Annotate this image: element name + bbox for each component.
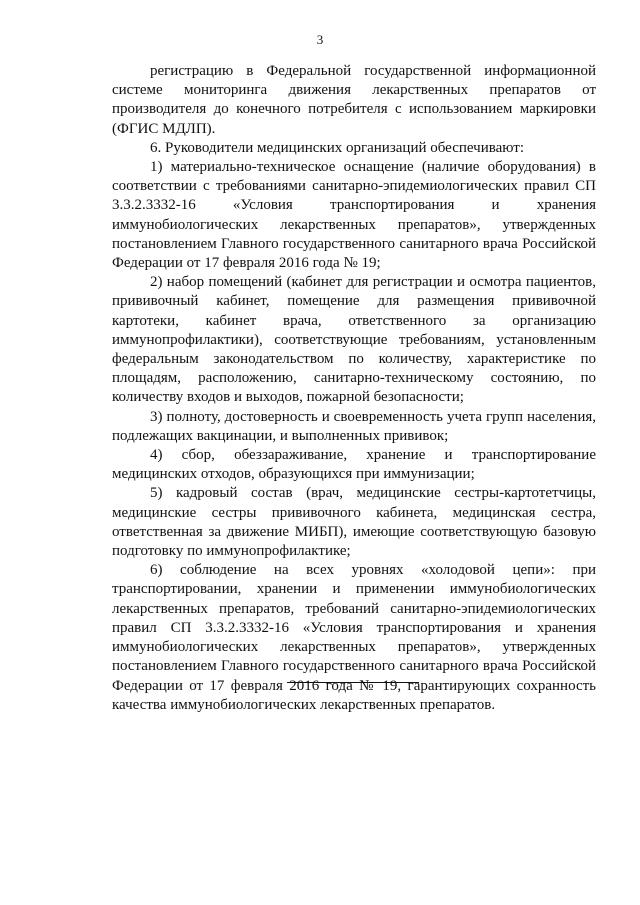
paragraph-subitem-5: 5) кадровый состав (врач, медицинские сестры-картотетчицы, медицинские сестры прививочного кабинета, медицинская сестра, ответственная за движение МИБП), имеющие соответствующую базовую подготовку по иммунопрофилактике; [112, 485, 596, 560]
end-of-document-rule [287, 682, 419, 683]
paragraph-item-6-heading: 6. Руководители медицинских организаций обеспечивают: [150, 139, 525, 156]
page-number: 3 [316, 32, 324, 47]
paragraph-subitem-6: 6) соблюдение на всех уровнях «холодовой цепи»: при транспортировании, хранении и применении иммунобиологических лекарственных препаратов, требований санитарно-эпидемиологических правил СП 3.3.2.3332-16 «Условия транспортирования и хранения иммунобиологических лекарственных препаратов», утвержденных постановлением Главного государственного санитарного врача Российской Федерации от 17 февраля 2016 года № 19, гарантирующих сохранность качества иммунобиологических лекарственных препаратов. [112, 562, 596, 713]
paragraph-subitem-4: 4) сбор, обеззараживание, хранение и транспортирование медицинских отходов, образующихся при иммунизации; [112, 447, 596, 483]
document-body [112, 62, 596, 715]
paragraph-subitem-1: 1) материально-техническое оснащение (наличие оборудования) в соответствии с требованиями санитарно-эпидемиологических правил СП 3.3.2.3332-16 «Условия транспортирования и хранения иммунобиологических лекарственных препаратов», утвержденных постановлением Главного государственного санитарного врача Российской Федерации от 17 февраля 2016 года № 19; [112, 159, 596, 272]
paragraph-continuation: регистрацию в Федеральной государственной информационной системе мониторинга движения лекарственных препаратов от производителя до конечного потребителя с использованием маркировки (ФГИС МДЛП). [112, 63, 596, 137]
paragraph-subitem-2: 2) набор помещений (кабинет для регистрации и осмотра пациентов, прививочный кабинет, помещение для размещения прививочной картотеки, кабинет врача, ответственного за организацию иммунопрофилактики), соответствующие требованиям, установленным федеральным законодательством по количеству, характеристике по площадям, расположению, санитарно-техническому состоянию, по количеству входов и выходов, пожарной безопасности; [112, 274, 596, 406]
paragraph-subitem-3: 3) полноту, достоверность и своевременность учета групп населения, подлежащих вакцинации, и выполненных прививок; [112, 408, 596, 444]
